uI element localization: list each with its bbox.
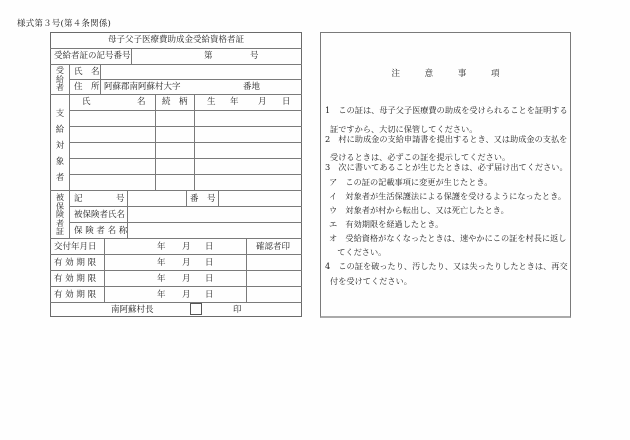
insurer-name-label: 保 険 者 名 称 (74, 226, 128, 236)
note-line: 2 村に助成金の支給申請書を提出するとき、又は助成金の支払を (325, 134, 568, 144)
validity-day: 日 (205, 290, 214, 300)
recipient-section-label: 受 給 者 (56, 66, 64, 92)
number-field[interactable] (219, 191, 301, 206)
header-name-left: 氏 (82, 97, 91, 107)
divider (69, 79, 302, 80)
divider (50, 270, 302, 271)
record-number-dai: 第 (204, 51, 213, 61)
divider (50, 48, 302, 49)
address-label: 住 所 (74, 82, 100, 92)
notes-title: 注 意 事 項 (391, 69, 500, 79)
issue-year: 年 (157, 242, 166, 252)
beneficiaries-section-label: 支 給 対 象 者 (55, 109, 65, 183)
validity-month: 月 (182, 290, 191, 300)
divider (131, 48, 132, 64)
number-label: 番 号 (190, 194, 216, 204)
confirm-label: 確認者印 (256, 242, 291, 252)
note-line: てください。 (329, 247, 387, 257)
header-name-right: 名 (137, 97, 146, 107)
record-number-go: 号 (250, 51, 259, 61)
validity-day: 日 (205, 274, 214, 284)
header-birth-tsuki: 月 (258, 97, 267, 107)
note-line: 1 この証は、母子父子医療費の助成を受けられることを証明する (325, 105, 568, 115)
header-birth-sei: 生 (207, 97, 216, 107)
insured-name-field[interactable] (128, 207, 301, 222)
note-line: オ 受給資格がなくなったときは、速やかにこの証を村長に返し (329, 233, 567, 243)
validity-month: 月 (182, 274, 191, 284)
certificate-title: 母子父子医療費助成金受給資格者証 (107, 35, 244, 45)
symbol-label-left: 記 (74, 194, 83, 204)
name-label: 氏 名 (74, 67, 100, 77)
beneficiary-row[interactable] (70, 159, 301, 174)
beneficiary-row[interactable] (70, 143, 301, 158)
divider (50, 254, 302, 255)
beneficiary-row[interactable] (70, 111, 301, 126)
note-line: エ 有効期限を経過したとき。 (329, 219, 444, 229)
note-line: ウ 対象者が村から転出し、又は死亡したとき。 (329, 205, 509, 215)
validity-year: 年 (157, 258, 166, 268)
header-birth-hi: 日 (282, 97, 291, 107)
mayor-label: 南阿蘇村長 (111, 305, 154, 315)
notes-panel (320, 32, 571, 318)
beneficiary-row[interactable] (70, 175, 301, 190)
header-relation: 続 柄 (162, 97, 188, 107)
note-line: 4 この証を破ったり、汚したり、又は失ったりしたときは、再交 (325, 261, 568, 271)
validity-label: 有 効 期 限 (54, 274, 97, 284)
note-line: イ 対象者が生活保護法による保護を受けるようになったとき。 (329, 191, 567, 201)
divider (50, 94, 302, 95)
divider (246, 238, 247, 302)
note-line: 3 次に書いてあることが生じたときは、必ず届け出てください。 (325, 162, 568, 172)
issue-day: 日 (205, 242, 214, 252)
divider (50, 286, 302, 287)
insurance-section-label: 被 保 険 者 証 (56, 193, 64, 237)
address-value[interactable]: 阿蘇郡南阿蘇村大字 (104, 82, 181, 92)
validity-month: 月 (182, 258, 191, 268)
insurer-name-field[interactable] (128, 223, 301, 238)
seal-checkbox[interactable] (190, 303, 202, 315)
header-birth-nen: 年 (230, 97, 239, 107)
note-line: 受けるときは、必ずこの証を提示してください。 (330, 152, 511, 162)
record-number-label: 受給者証の記号番号 (54, 51, 131, 61)
recipient-name-field[interactable] (101, 65, 301, 79)
beneficiary-row[interactable] (70, 127, 301, 142)
validity-year: 年 (157, 290, 166, 300)
divider (50, 238, 302, 239)
divider (186, 190, 187, 206)
insured-name-label: 被保険者氏名 (74, 210, 126, 220)
address-suffix: 番地 (243, 82, 261, 92)
validity-label: 有 効 期 限 (54, 290, 97, 300)
issue-date-label: 交付年月日 (54, 242, 97, 252)
issue-month: 月 (182, 242, 191, 252)
validity-year: 年 (157, 274, 166, 284)
symbol-field[interactable] (128, 191, 185, 206)
validity-label: 有 効 期 限 (54, 258, 97, 268)
note-line: 付を受けてください。 (330, 276, 412, 286)
form-number: 様式第３号(第４条関係) (17, 19, 112, 29)
note-line: 証ですから、大切に保管してください。 (330, 124, 478, 134)
symbol-label-right: 号 (116, 194, 125, 204)
divider (50, 302, 302, 303)
seal-label: 印 (233, 305, 242, 315)
divider (104, 238, 105, 302)
validity-day: 日 (205, 258, 214, 268)
note-line: ア この証の記載事項に変更が生じたとき。 (329, 177, 493, 187)
